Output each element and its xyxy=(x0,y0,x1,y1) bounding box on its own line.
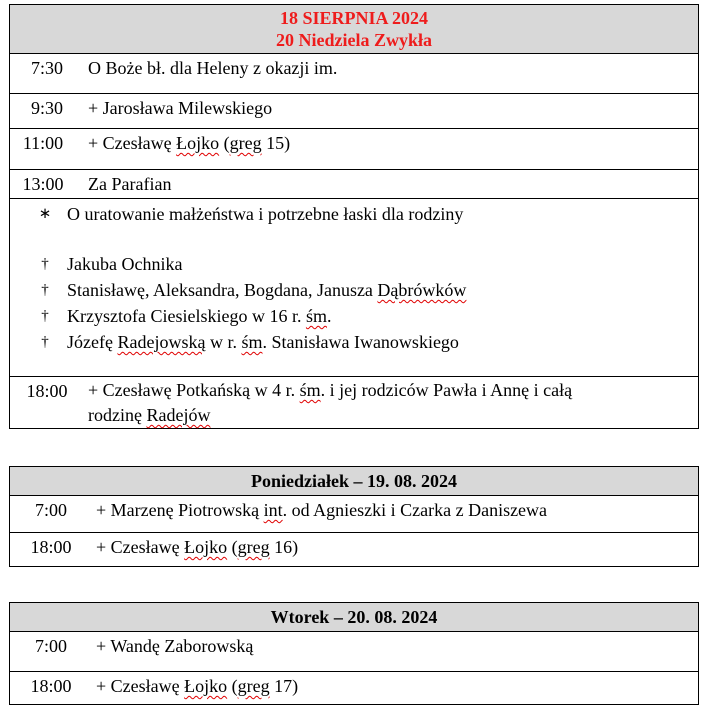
intention-text: Jakuba Ochnika xyxy=(67,254,183,274)
mass-time: 9:30 xyxy=(30,98,63,118)
mass-time: 11:00 xyxy=(22,133,64,153)
mass-row xyxy=(10,672,698,705)
intentions-list-row xyxy=(10,199,698,377)
mass-row xyxy=(10,170,698,199)
sunday-schedule-table xyxy=(9,4,699,429)
mass-time: 7:30 xyxy=(30,58,63,78)
tuesday-schedule-table xyxy=(9,602,699,705)
asterisk-icon: ∗ xyxy=(38,206,52,222)
mass-time: 18:00 xyxy=(26,381,68,401)
cross-icon: † xyxy=(41,282,49,298)
intention-text: Krzysztofa Ciesielskiego w 16 r. śm. xyxy=(67,306,332,326)
intention-text: Józefę Radejowską w r. śm. Stanisława Iwanowskiego xyxy=(67,332,459,352)
mass-time: 13:00 xyxy=(22,174,64,194)
mass-intention: + Czesławę Potkańską w 4 r. śm. i jej rodziców Pawła i Annę i całą rodzinę Radejów xyxy=(88,380,573,425)
monday-header: Poniedziałek – 19. 08. 2024 xyxy=(10,467,698,496)
mass-intention: Za Parafian xyxy=(88,174,172,194)
mass-time: 7:00 xyxy=(34,636,67,656)
sunday-header xyxy=(10,5,698,54)
sunday-date: 18 SIERPNIA 2024 xyxy=(279,8,429,28)
mass-intention: + Marzenę Piotrowską int. od Agnieszki i Czarka z Daniszewa xyxy=(96,500,548,520)
mass-time: 18:00 xyxy=(30,676,72,696)
mass-intention: O Boże bł. dla Heleny z okazji im. xyxy=(88,58,338,78)
intention-text: Stanisławę, Aleksandra, Bogdana, Janusza Dąbrówków xyxy=(67,280,467,300)
mass-intention: + Wandę Zaborowską xyxy=(96,636,254,656)
cross-icon: † xyxy=(41,308,49,324)
mass-row xyxy=(10,377,698,429)
mass-row xyxy=(10,94,698,129)
cross-icon: † xyxy=(41,334,49,350)
cross-icon: † xyxy=(41,256,49,272)
sunday-day-name: 20 Niedziela Zwykła xyxy=(276,30,432,50)
mass-row xyxy=(10,533,698,566)
mass-intention: + Czesławę Łojko (greg 15) xyxy=(88,133,291,153)
tuesday-header: Wtorek – 20. 08. 2024 xyxy=(10,603,698,632)
mass-row xyxy=(10,496,698,533)
mass-intention: + Czesławę Łojko (greg 16) xyxy=(96,537,299,557)
mass-row xyxy=(10,129,698,170)
mass-intention: + Jarosława Milewskiego xyxy=(88,98,273,118)
mass-intention: + Czesławę Łojko (greg 17) xyxy=(96,676,299,696)
mass-row xyxy=(10,54,698,94)
intention-text: O uratowanie małżeństwa i potrzebne łaski dla rodziny xyxy=(67,204,464,224)
mass-time: 18:00 xyxy=(30,537,72,557)
mass-row xyxy=(10,632,698,672)
mass-time: 7:00 xyxy=(34,500,67,520)
monday-schedule-table xyxy=(9,466,699,567)
